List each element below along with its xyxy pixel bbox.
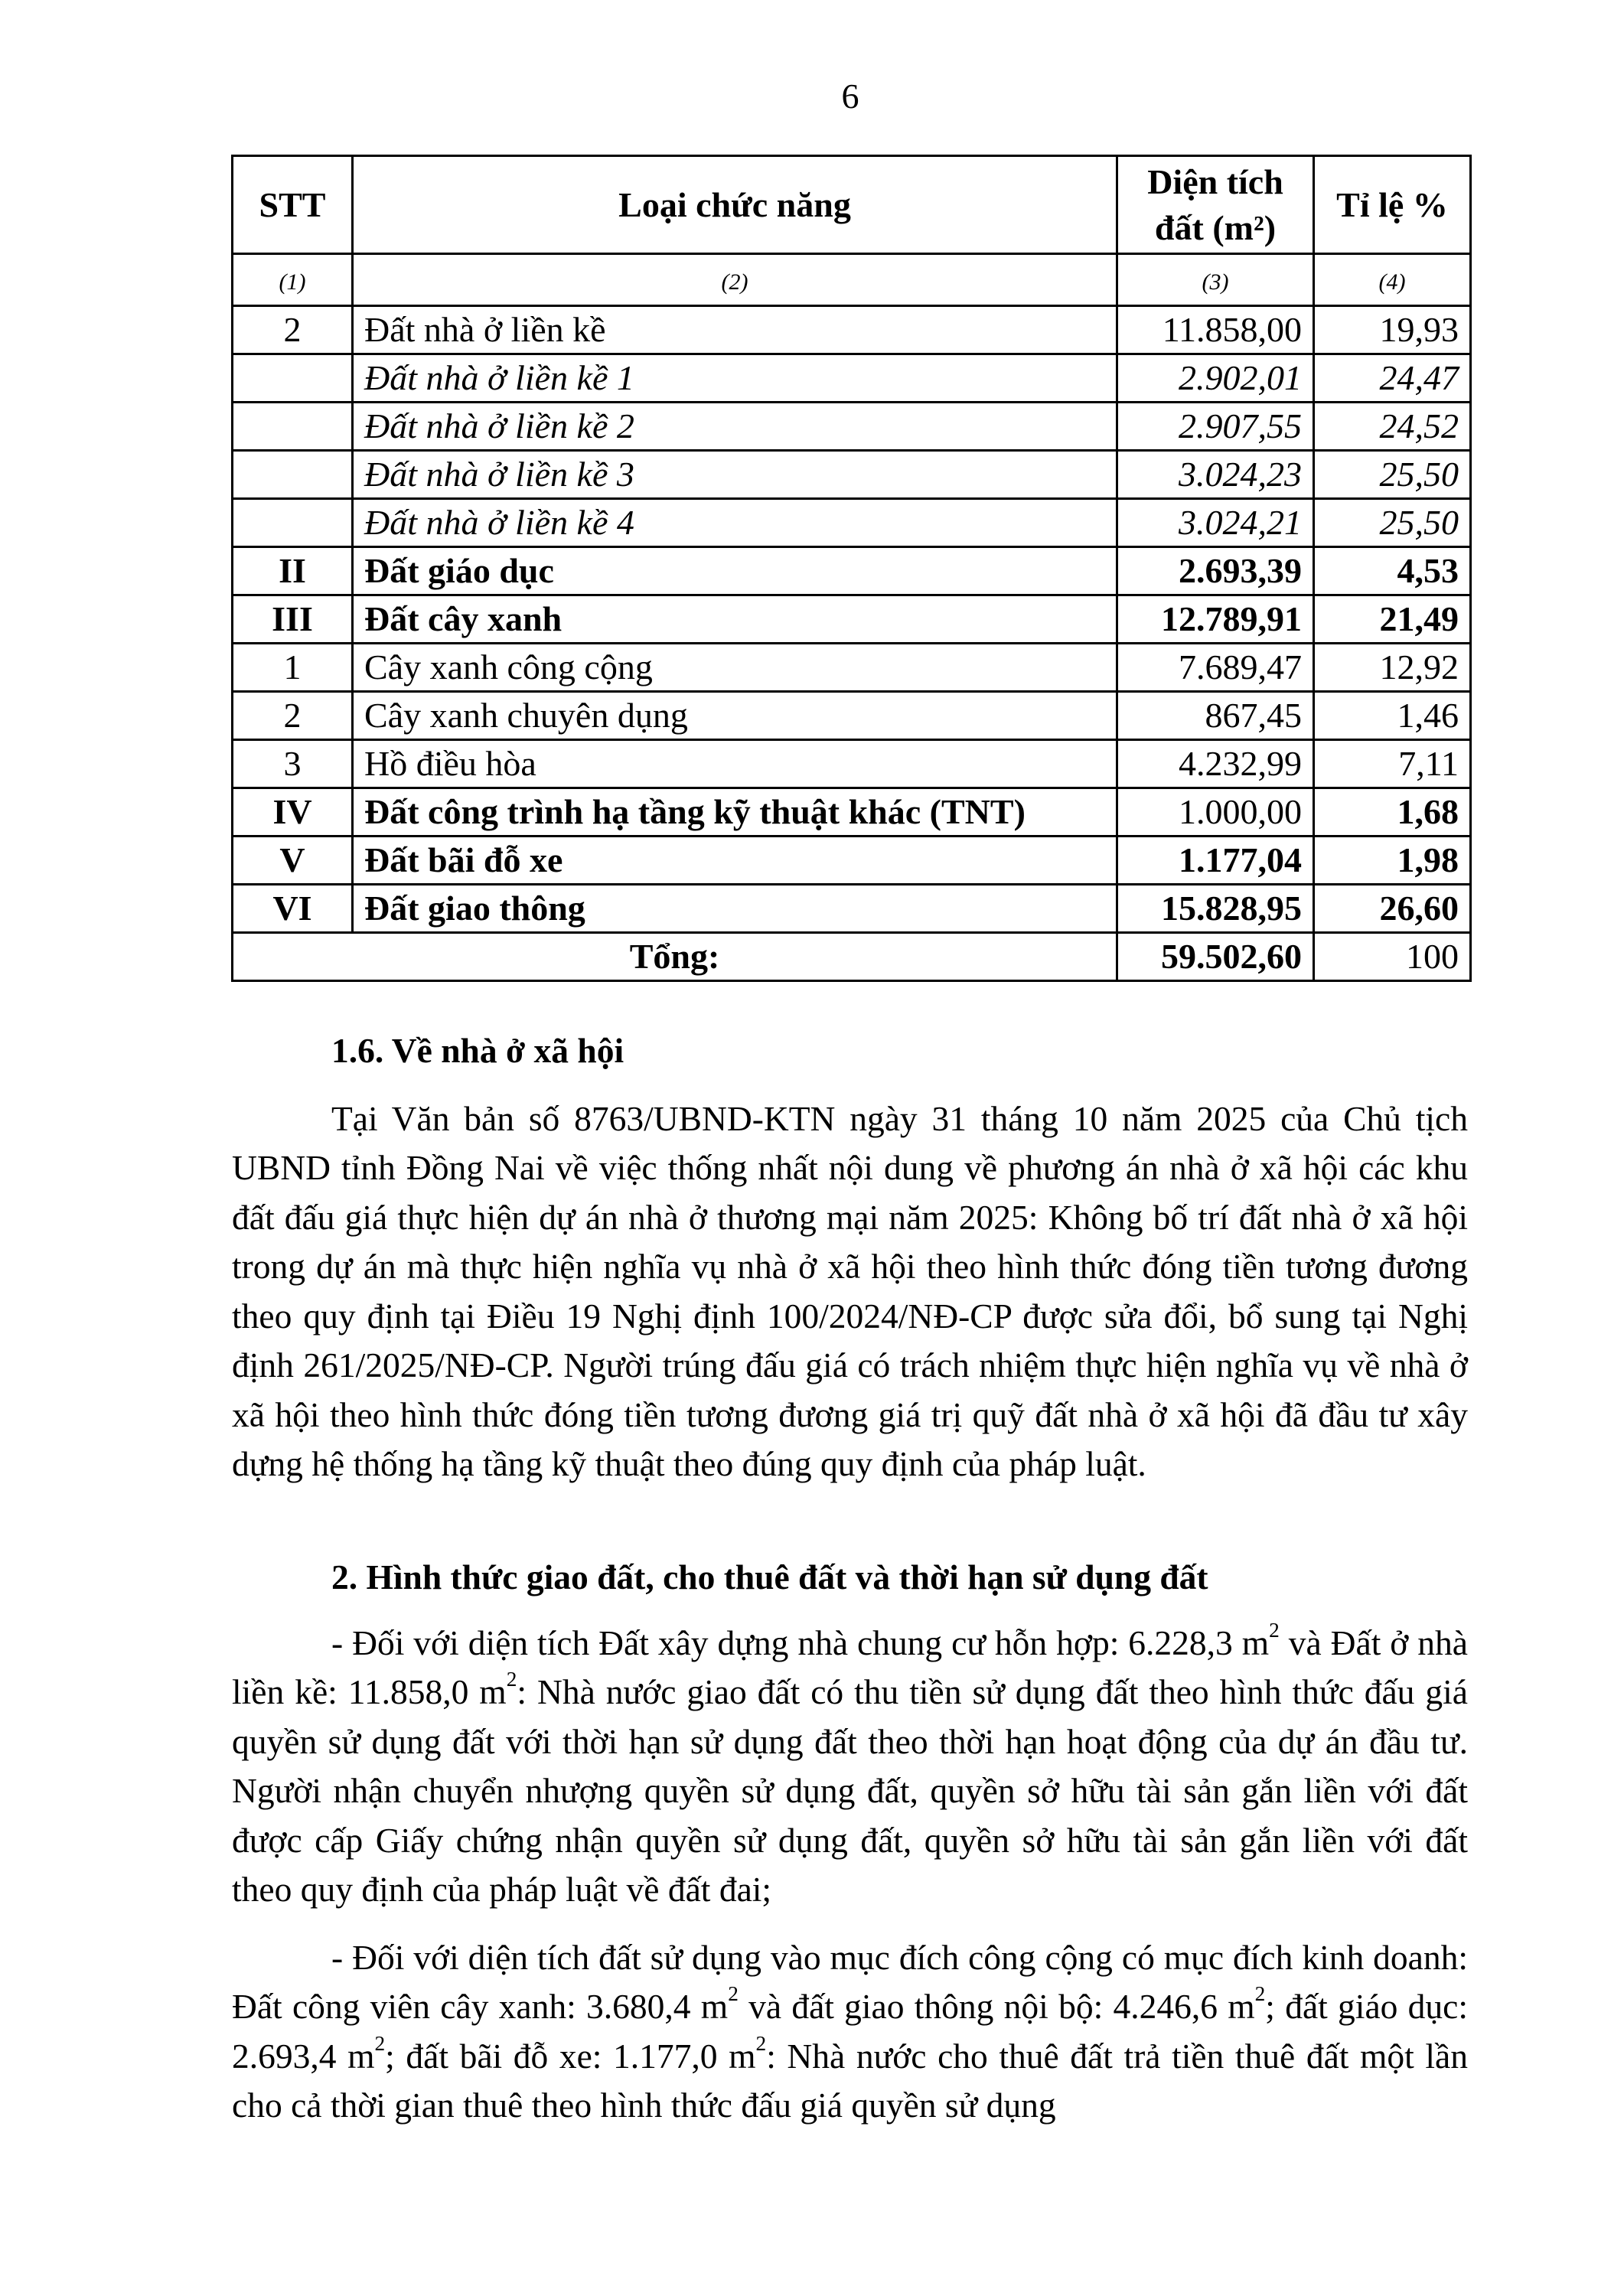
superscript: 2 <box>755 2031 767 2055</box>
header-ratio: Tỉ lệ % <box>1314 156 1471 254</box>
cell-stt: 2 <box>233 692 353 740</box>
cell-stt: 3 <box>233 740 353 788</box>
table-row <box>233 885 1471 933</box>
cell-name: Đất nhà ở liền kề <box>353 306 1117 354</box>
column-number: (3) <box>1117 254 1314 306</box>
cell-ratio: 19,93 <box>1314 306 1471 354</box>
cell-ratio: 1,46 <box>1314 692 1471 740</box>
cell-ratio: 24,52 <box>1314 403 1471 451</box>
cell-area: 11.858,00 <box>1117 306 1314 354</box>
cell-area: 3.024,23 <box>1117 451 1314 499</box>
column-number: (1) <box>233 254 353 306</box>
cell-name: Đất nhà ở liền kề 3 <box>353 451 1117 499</box>
table-row <box>233 740 1471 788</box>
table-row <box>233 499 1471 547</box>
cell-name: Đất bãi đỗ xe <box>353 837 1117 885</box>
cell-area: 867,45 <box>1117 692 1314 740</box>
cell-name: Đất nhà ở liền kề 1 <box>353 354 1117 403</box>
cell-ratio: 7,11 <box>1314 740 1471 788</box>
cell-ratio: 12,92 <box>1314 644 1471 692</box>
cell-stt: II <box>233 547 353 595</box>
cell-name: Đất giao thông <box>353 885 1117 933</box>
table-row <box>233 547 1471 595</box>
table-row <box>233 788 1471 837</box>
text-run: : Nhà nước cho thuê đất trả tiền thuê đất một lần cho cả thời gian thuê theo hình thức đấu giá quyền sử dụng <box>232 2036 1468 2125</box>
cell-stt: III <box>233 595 353 644</box>
cell-name: Cây xanh chuyên dụng <box>353 692 1117 740</box>
total-label: Tổng: <box>233 933 1117 981</box>
table-row <box>233 354 1471 403</box>
text-run: ; đất giáo dục: 2.693,4 m <box>232 1987 1468 2076</box>
cell-name: Cây xanh công cộng <box>353 644 1117 692</box>
cell-name: Đất nhà ở liền kề 2 <box>353 403 1117 451</box>
cell-stt: IV <box>233 788 353 837</box>
cell-area: 12.789,91 <box>1117 595 1314 644</box>
total-ratio: 100 <box>1314 933 1471 981</box>
cell-name: Đất nhà ở liền kề 4 <box>353 499 1117 547</box>
section-heading: 2. Hình thức giao đất, cho thuê đất và thời hạn sử dụng đất <box>331 1557 1208 1596</box>
header-area: Diện tích đất (m²) <box>1117 156 1314 254</box>
page-number: 6 <box>841 77 859 116</box>
cell-area: 4.232,99 <box>1117 740 1314 788</box>
text-run: ; đất bãi đỗ xe: 1.177,0 m <box>385 2036 756 2076</box>
cell-area: 7.689,47 <box>1117 644 1314 692</box>
text-run: và Đất ở nhà liền kề: 11.858,0 m <box>232 1623 1468 1711</box>
paragraph: Tại Văn bản số 8763/UBND-KTN ngày 31 tháng 10 năm 2025 của Chủ tịch UBND tỉnh Đồng Nai về việc thống nhất nội dung về phương án nhà ở xã hội các khu đất đấu giá thực hiện dự án nhà ở thương mại năm 2025: Không bố trí đất nhà ở xã hội trong dự án mà thực hiện nghĩa vụ nhà ở xã hội theo hình thức đóng tiền tương đương theo quy định tại Điều 19 Nghị định 100/2024/NĐ-CP được sửa đổi, bổ sung tại Nghị định 261/2025/NĐ-CP. Người trúng đấu giá có trách nhiệm thực hiện nghĩa vụ về nhà ở xã hội theo hình thức đóng tiền tương đương giá trị quỹ đất nhà ở xã hội đã đầu tư xây dựng hệ thống hạ tầng kỹ thuật theo đúng quy định của pháp luật. <box>232 1098 1468 1483</box>
cell-name: Đất cây xanh <box>353 595 1117 644</box>
section-1-6 <box>232 1026 1468 1489</box>
cell-ratio: 1,98 <box>1314 837 1471 885</box>
table-total-row <box>233 933 1471 981</box>
header-function-type: Loại chức năng <box>353 156 1117 254</box>
table-row <box>233 692 1471 740</box>
paragraph <box>232 1933 1468 2131</box>
superscript: 2 <box>1269 1618 1280 1642</box>
cell-ratio: 25,50 <box>1314 499 1471 547</box>
cell-area: 1.177,04 <box>1117 837 1314 885</box>
cell-ratio: 26,60 <box>1314 885 1471 933</box>
cell-area: 2.907,55 <box>1117 403 1314 451</box>
cell-area: 2.902,01 <box>1117 354 1314 403</box>
superscript: 2 <box>1254 1981 1266 2005</box>
cell-stt <box>233 354 353 403</box>
superscript: 2 <box>506 1667 517 1691</box>
cell-stt <box>233 499 353 547</box>
land-use-table <box>231 155 1472 982</box>
cell-stt: 1 <box>233 644 353 692</box>
table-row <box>233 595 1471 644</box>
paragraph <box>232 1619 1468 1915</box>
column-number: (4) <box>1314 254 1471 306</box>
table-row <box>233 403 1471 451</box>
column-number: (2) <box>353 254 1117 306</box>
section-heading: 1.6. Về nhà ở xã hội <box>331 1031 624 1070</box>
cell-name: Đất công trình hạ tầng kỹ thuật khác (TNT) <box>353 788 1117 837</box>
cell-area: 2.693,39 <box>1117 547 1314 595</box>
text-run: và đất giao thông nội bộ: 4.246,6 m <box>738 1987 1255 2026</box>
superscript: 2 <box>374 2031 386 2055</box>
cell-stt: V <box>233 837 353 885</box>
cell-name: Đất giáo dục <box>353 547 1117 595</box>
cell-name: Hồ điều hòa <box>353 740 1117 788</box>
column-number-row <box>233 254 1471 306</box>
cell-ratio: 4,53 <box>1314 547 1471 595</box>
cell-ratio: 25,50 <box>1314 451 1471 499</box>
cell-area: 3.024,21 <box>1117 499 1314 547</box>
text-run: - Đối với diện tích Đất xây dựng nhà chung cư hỗn hợp: 6.228,3 m <box>331 1623 1270 1662</box>
text-run: - Đối với diện tích đất sử dụng vào mục đích công cộng có mục đích kinh doanh: Đất công viên cây xanh: 3.680,4 m <box>232 1937 1468 2026</box>
cell-stt: 2 <box>233 306 353 354</box>
total-area: 59.502,60 <box>1117 933 1314 981</box>
cell-stt: VI <box>233 885 353 933</box>
superscript: 2 <box>728 1981 739 2005</box>
cell-ratio: 1,68 <box>1314 788 1471 837</box>
table-row <box>233 644 1471 692</box>
header-stt: STT <box>233 156 353 254</box>
table-row <box>233 306 1471 354</box>
cell-stt <box>233 451 353 499</box>
cell-area: 15.828,95 <box>1117 885 1314 933</box>
cell-ratio: 21,49 <box>1314 595 1471 644</box>
cell-area: 1.000,00 <box>1117 788 1314 837</box>
table-header-row <box>233 156 1471 254</box>
section-2 <box>232 1553 1468 2131</box>
cell-stt <box>233 403 353 451</box>
table-row <box>233 451 1471 499</box>
table-row <box>233 837 1471 885</box>
cell-ratio: 24,47 <box>1314 354 1471 403</box>
text-run: : Nhà nước giao đất có thu tiền sử dụng đất theo hình thức đấu giá quyền sử dụng đất với thời hạn sử dụng đất theo thời hạn hoạt động của dự án đầu tư. Người nhận chuyển nhượng quyền sử dụng đất, quyền sở hữu tài sản gắn liền với đất được cấp Giấy chứng nhận quyền sử dụng đất, quyền sở hữu tài sản gắn liền với đất theo quy định của pháp luật về đất đai; <box>232 1672 1468 1909</box>
